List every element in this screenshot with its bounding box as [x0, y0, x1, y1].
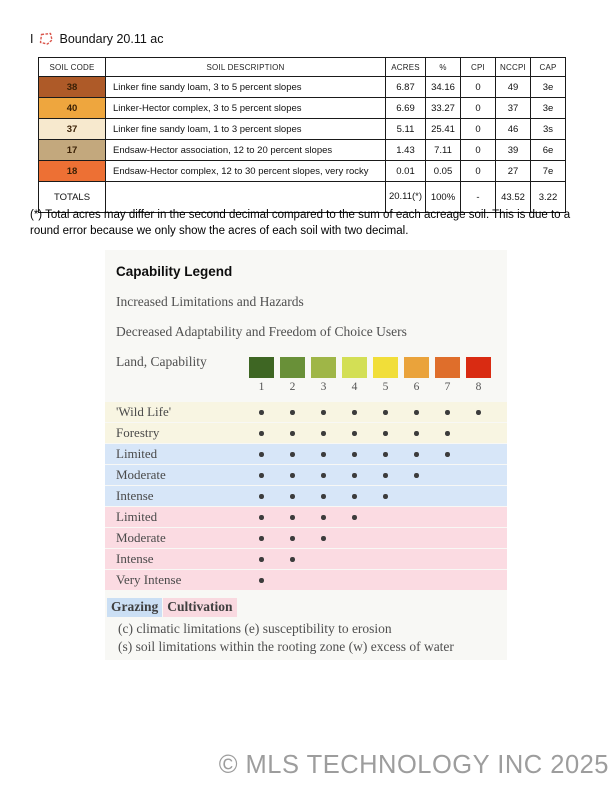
column-header: %	[426, 58, 461, 77]
table-row	[39, 119, 566, 140]
capability-row-label: 'Wild Life'	[116, 404, 172, 419]
cap-cell: 7e	[531, 161, 566, 182]
capability-dot	[290, 431, 295, 436]
capability-row-label: Intense	[116, 488, 154, 503]
capability-row-very-intense	[105, 570, 507, 590]
tag-grazing: Grazing	[107, 598, 162, 617]
nccpi-cell: 27	[496, 161, 531, 182]
soil-code-cell: 40	[39, 98, 106, 119]
capability-class-swatch	[466, 357, 491, 378]
capability-row-label: Moderate	[116, 467, 166, 482]
soil-table	[38, 57, 566, 213]
copyright-watermark: © MLS TECHNOLOGY INC 2025	[218, 751, 609, 779]
capability-row-label: Limited	[116, 446, 158, 461]
capability-class-number: 4	[351, 381, 358, 393]
capability-dot	[321, 452, 326, 457]
capability-row--wild-life-	[105, 402, 507, 422]
capability-row-intense	[105, 549, 507, 569]
capability-dot	[383, 410, 388, 415]
capability-dot	[259, 536, 264, 541]
capability-matrix	[105, 402, 507, 591]
capability-dot	[445, 431, 450, 436]
table-row	[39, 98, 566, 119]
cap-cell: 3e	[531, 77, 566, 98]
capability-dot	[321, 473, 326, 478]
legend-line-limitations: Increased Limitations and Hazards	[116, 294, 304, 309]
capability-dot	[352, 473, 357, 478]
nccpi-cell: 49	[496, 77, 531, 98]
capability-class-number: 3	[320, 381, 327, 393]
percent-cell: 34.16	[426, 77, 461, 98]
capability-class-number: 7	[444, 381, 451, 393]
column-header: CPI	[461, 58, 496, 77]
capability-dot	[290, 410, 295, 415]
capability-dot	[259, 410, 264, 415]
boundary-header	[30, 32, 164, 46]
capability-row-limited	[105, 444, 507, 464]
page-title: Boundary 20.11 ac	[59, 32, 164, 46]
column-header: ACRES	[386, 58, 426, 77]
capability-dot	[352, 452, 357, 457]
column-header: CAP	[531, 58, 566, 77]
acres-cell: 1.43	[386, 140, 426, 161]
capability-dot	[414, 473, 419, 478]
capability-dot	[445, 410, 450, 415]
capability-row-limited	[105, 507, 507, 527]
capability-class-number: 8	[475, 381, 482, 393]
capability-dot	[414, 410, 419, 415]
capability-class-swatch	[311, 357, 336, 378]
totals-cpi: -	[461, 182, 496, 213]
capability-dot	[290, 494, 295, 499]
capability-dot	[352, 515, 357, 520]
legend-footnote-1: (c) climatic limitations (e) susceptibility to erosion	[118, 621, 392, 636]
percent-cell: 25.41	[426, 119, 461, 140]
percent-cell: 33.27	[426, 98, 461, 119]
capability-row-label: Very Intense	[116, 572, 182, 587]
cap-cell: 3s	[531, 119, 566, 140]
capability-class-swatch	[435, 357, 460, 378]
soil-code-cell: 17	[39, 140, 106, 161]
capability-class-swatch	[342, 357, 367, 378]
use-type-tags	[107, 598, 238, 617]
capability-dot	[383, 431, 388, 436]
capability-row-label: Moderate	[116, 530, 166, 545]
soil-description-cell: Endsaw-Hector association, 12 to 20 percent slopes	[106, 140, 386, 161]
totals-nccpi: 43.52	[496, 182, 531, 213]
table-row	[39, 140, 566, 161]
totals-percent: 100%	[426, 182, 461, 213]
capability-dot	[414, 431, 419, 436]
column-header: NCCPI	[496, 58, 531, 77]
capability-dot	[476, 410, 481, 415]
boundary-polygon-icon	[38, 32, 54, 46]
soil-code-cell: 18	[39, 161, 106, 182]
cap-cell: 6e	[531, 140, 566, 161]
legend-footnote-2: (s) soil limitations within the rooting zone (w) excess of water	[118, 639, 454, 654]
capability-class-swatch	[249, 357, 274, 378]
capability-class-swatch	[280, 357, 305, 378]
totals-label: TOTALS	[39, 182, 106, 213]
capability-dot	[383, 452, 388, 457]
soil-description-cell: Endsaw-Hector complex, 12 to 30 percent slopes, very rocky	[106, 161, 386, 182]
percent-cell: 7.11	[426, 140, 461, 161]
land-capability-label: Land, Capability	[116, 354, 207, 369]
soil-description-cell: Linker fine sandy loam, 3 to 5 percent slopes	[106, 77, 386, 98]
cpi-cell: 0	[461, 119, 496, 140]
capability-dot	[259, 557, 264, 562]
nccpi-cell: 37	[496, 98, 531, 119]
column-header: SOIL DESCRIPTION	[106, 58, 386, 77]
capability-row-intense	[105, 486, 507, 506]
capability-dot	[290, 473, 295, 478]
acres-cell: 5.11	[386, 119, 426, 140]
capability-dot	[259, 494, 264, 499]
acres-footnote: (*) Total acres may differ in the second decimal compared to the sum of each acreage soil. This is due to a round error because we only show the acres of each soil with two decimal.	[30, 209, 571, 237]
tag-cultivation: Cultivation	[163, 598, 236, 617]
capability-row-label: Forestry	[116, 425, 160, 440]
nccpi-cell: 39	[496, 140, 531, 161]
capability-class-number: 2	[289, 381, 296, 393]
legend-line-adaptability: Decreased Adaptability and Freedom of Choice Users	[116, 324, 407, 339]
capability-row-label: Limited	[116, 509, 158, 524]
cpi-cell: 0	[461, 77, 496, 98]
table-row	[39, 161, 566, 182]
acres-cell: 6.69	[386, 98, 426, 119]
totals-acres: 20.11(*)	[386, 182, 426, 213]
nccpi-cell: 46	[496, 119, 531, 140]
capability-dot	[352, 431, 357, 436]
acres-cell: 0.01	[386, 161, 426, 182]
capability-dot	[321, 410, 326, 415]
capability-dot	[290, 557, 295, 562]
capability-dot	[259, 452, 264, 457]
soil-description-cell: Linker-Hector complex, 3 to 5 percent slopes	[106, 98, 386, 119]
capability-row-moderate	[105, 528, 507, 548]
capability-row-forestry	[105, 423, 507, 443]
capability-class-swatch	[404, 357, 429, 378]
cpi-cell: 0	[461, 98, 496, 119]
table-row	[39, 77, 566, 98]
capability-legend-title: Capability Legend	[116, 264, 233, 279]
capability-dot	[259, 515, 264, 520]
capability-dot	[414, 452, 419, 457]
capability-dot	[259, 473, 264, 478]
capability-dot	[321, 536, 326, 541]
cap-cell: 3e	[531, 98, 566, 119]
column-header: SOIL CODE	[39, 58, 106, 77]
capability-class-number: 6	[413, 381, 420, 393]
soil-code-cell: 37	[39, 119, 106, 140]
capability-class-number: 1	[258, 381, 265, 393]
capability-dot	[352, 494, 357, 499]
capability-dot	[383, 473, 388, 478]
capability-legend-panel	[105, 250, 507, 660]
cpi-cell: 0	[461, 161, 496, 182]
cpi-cell: 0	[461, 140, 496, 161]
capability-dot	[321, 431, 326, 436]
soil-table-header-row	[39, 58, 566, 77]
capability-dot	[352, 410, 357, 415]
soil-description-cell: Linker fine sandy loam, 1 to 3 percent slopes	[106, 119, 386, 140]
acres-cell: 6.87	[386, 77, 426, 98]
capability-dot	[259, 578, 264, 583]
capability-row-label: Intense	[116, 551, 154, 566]
capability-row-moderate	[105, 465, 507, 485]
capability-dot	[321, 515, 326, 520]
capability-dot	[290, 536, 295, 541]
capability-dot	[383, 494, 388, 499]
capability-dot	[321, 494, 326, 499]
percent-cell: 0.05	[426, 161, 461, 182]
soil-table-body	[39, 77, 566, 182]
header-prefix: I	[30, 32, 34, 46]
capability-dot	[259, 431, 264, 436]
capability-dot	[445, 452, 450, 457]
capability-class-number: 5	[382, 381, 389, 393]
capability-dot	[290, 452, 295, 457]
soil-code-cell: 38	[39, 77, 106, 98]
capability-dot	[290, 515, 295, 520]
capability-class-swatch	[373, 357, 398, 378]
totals-cap: 3.22	[531, 182, 566, 213]
